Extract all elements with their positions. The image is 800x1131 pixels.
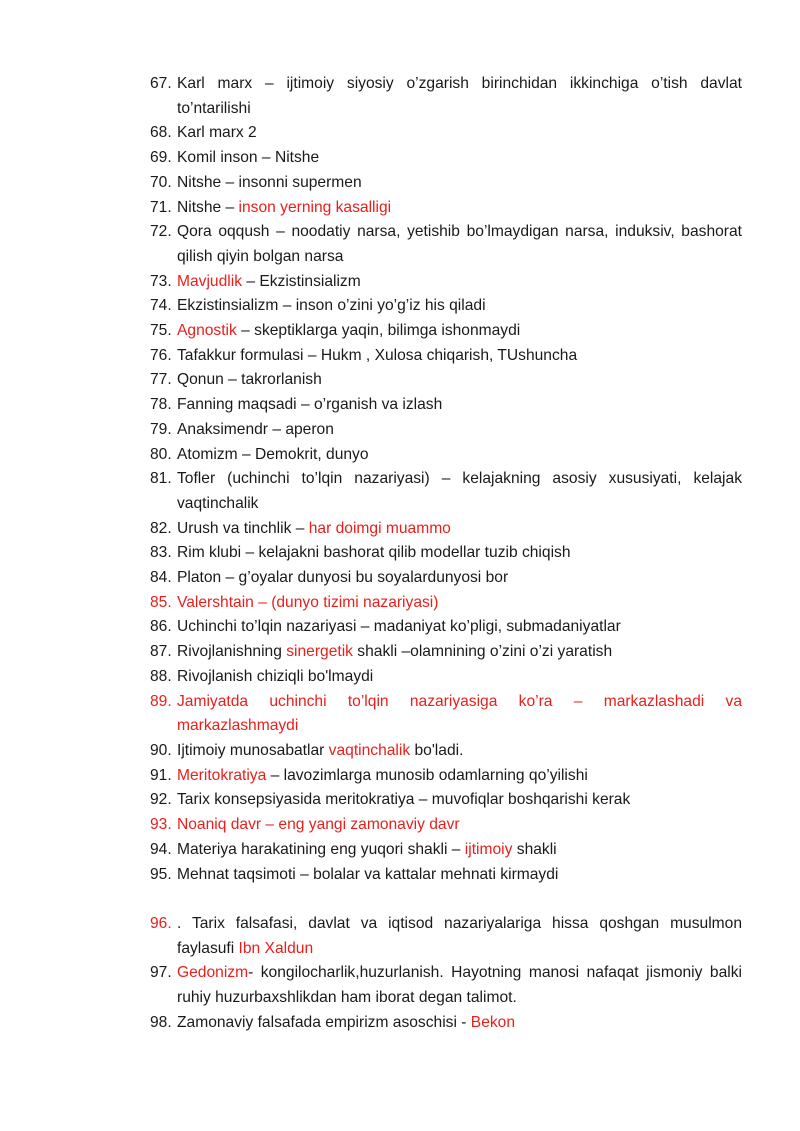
highlighted-text: sinergetik bbox=[286, 643, 353, 661]
item-text: Anaksimendr – aperon bbox=[177, 420, 334, 438]
item-text: Ekzistinsializm – inson o’zini yo’g’iz his qiladi bbox=[177, 297, 486, 315]
item-text: - kongilocharlik,huzurlanish. Hayotning manosi nafaqat jismoniy balki ruhiy huzurbaxshlikdan ham iborat degan talimot. bbox=[177, 964, 742, 1006]
list-item bbox=[150, 566, 742, 591]
item-text: Fanning maqsadi – o’rganish va izlash bbox=[177, 396, 443, 414]
item-text: – skeptiklarga yaqin, bilimga ishonmaydi bbox=[236, 322, 521, 340]
blank-line bbox=[150, 887, 742, 912]
list-item bbox=[150, 220, 742, 269]
list-item bbox=[150, 863, 742, 888]
item-number: 95. bbox=[150, 865, 172, 883]
item-text: Rivojlanishning bbox=[177, 643, 287, 661]
item-number: 90. bbox=[150, 741, 172, 759]
list-item bbox=[150, 270, 742, 295]
item-number: 84. bbox=[150, 569, 172, 587]
item-text: shakli –olamnining o’zini o’zi yaratish bbox=[352, 643, 613, 661]
item-text: Rivojlanish chiziqli bo'lmaydi bbox=[177, 667, 374, 685]
list-item bbox=[150, 319, 742, 344]
list-item bbox=[150, 467, 742, 516]
item-number: 71. bbox=[150, 198, 172, 216]
item-number: 86. bbox=[150, 618, 172, 636]
item-text: shakli bbox=[512, 840, 557, 858]
highlighted-text: Meritokratiya bbox=[177, 766, 267, 784]
item-text: Uchinchi to’lqin nazariyasi – madaniyat ko’pligi, submadaniyatlar bbox=[177, 618, 621, 636]
item-number: 79. bbox=[150, 420, 172, 438]
list-item bbox=[150, 1011, 742, 1036]
list-item bbox=[150, 72, 742, 121]
highlighted-text: inson yerning kasalligi bbox=[238, 198, 392, 216]
item-text: Karl marx – ijtimoiy siyosiy o’zgarish birinchidan ikkinchiga o’tish davlat to’ntarilishi bbox=[177, 75, 742, 117]
item-text: Mehnat taqsimoti – bolalar va kattalar mehnati kirmaydi bbox=[177, 865, 559, 883]
highlighted-text: Ibn Xaldun bbox=[238, 939, 314, 957]
item-number: 98. bbox=[150, 1013, 172, 1031]
highlighted-text: har doimgi muammo bbox=[308, 519, 451, 537]
item-text: Rim klubi – kelajakni bashorat qilib modellar tuzib chiqish bbox=[177, 544, 571, 562]
item-number: 91. bbox=[150, 766, 172, 784]
item-number: 82. bbox=[150, 519, 172, 537]
list-item bbox=[150, 739, 742, 764]
item-number: 75. bbox=[150, 322, 172, 340]
item-number: 67. bbox=[150, 75, 172, 92]
list-item bbox=[150, 665, 742, 690]
item-text: Platon – g’oyalar dunyosi bu soyalardunyosi bor bbox=[177, 569, 509, 587]
highlighted-text: Mavjudlik bbox=[177, 272, 242, 290]
item-number: 73. bbox=[150, 272, 172, 290]
item-number: 83. bbox=[150, 544, 172, 562]
item-text: Atomizm – Demokrit, dunyo bbox=[177, 445, 369, 463]
item-number: 78. bbox=[150, 396, 172, 414]
list-item bbox=[150, 368, 742, 393]
highlighted-text: Agnostik bbox=[177, 322, 237, 340]
list-item bbox=[150, 640, 742, 665]
highlighted-text: ijtimoiy bbox=[464, 840, 513, 858]
item-text: Karl marx 2 bbox=[177, 124, 257, 142]
highlighted-text: vaqtinchalik bbox=[328, 741, 411, 759]
list-item bbox=[150, 393, 742, 418]
item-text: Materiya harakatining eng yuqori shakli – bbox=[177, 840, 465, 858]
list-item bbox=[150, 121, 742, 146]
item-number: 70. bbox=[150, 173, 172, 191]
item-number: 81. bbox=[150, 470, 172, 488]
numbered-list bbox=[150, 72, 742, 1035]
list-item bbox=[150, 443, 742, 468]
item-number: 89. bbox=[150, 692, 172, 710]
item-number: 93. bbox=[150, 816, 172, 834]
item-number: 69. bbox=[150, 149, 172, 167]
highlighted-text: Jamiyatda uchinchi to’lqin nazariyasiga ko’ra – markazlashadi va markazlashmaydi bbox=[177, 692, 742, 735]
item-text: bo'ladi. bbox=[410, 741, 464, 759]
item-number: 80. bbox=[150, 445, 172, 463]
list-item bbox=[150, 764, 742, 789]
list-item bbox=[150, 690, 742, 739]
item-text: Qonun – takrorlanish bbox=[177, 371, 322, 389]
item-number: 88. bbox=[150, 667, 172, 685]
item-text: Nitshe – insonni supermen bbox=[177, 173, 362, 191]
list-item bbox=[150, 146, 742, 171]
list-item bbox=[150, 788, 742, 813]
item-number: 92. bbox=[150, 791, 172, 809]
item-number: 96. bbox=[150, 914, 172, 932]
item-number: 74. bbox=[150, 297, 172, 315]
item-text: Nitshe – bbox=[177, 198, 239, 216]
item-text: Komil inson – Nitshe bbox=[177, 149, 320, 167]
item-number: 77. bbox=[150, 371, 172, 389]
list-item bbox=[150, 418, 742, 443]
item-text: . Tarix falsafasi, davlat va iqtisod nazariyalariga hissa qoshgan musulmon faylasufi bbox=[177, 914, 742, 957]
list-item bbox=[150, 912, 742, 961]
list-item bbox=[150, 294, 742, 319]
list-item bbox=[150, 838, 742, 863]
list-item bbox=[150, 813, 742, 838]
item-text: Urush va tinchlik – bbox=[177, 519, 309, 537]
item-text: Qora oqqush – noodatiy narsa, yetishib bo’lmaydigan narsa, induksiv, bashorat qilish qiyin bolgan narsa bbox=[177, 223, 742, 265]
item-number: 97. bbox=[150, 964, 172, 982]
item-text: Tarix konsepsiyasida meritokratiya – muvofiqlar boshqarishi kerak bbox=[177, 791, 631, 809]
highlighted-text: Gedonizm bbox=[177, 964, 249, 982]
item-number: 68. bbox=[150, 124, 172, 142]
item-number: 94. bbox=[150, 840, 172, 858]
item-number: 76. bbox=[150, 346, 172, 364]
highlighted-text: Noaniq davr – eng yangi zamonaviy davr bbox=[177, 816, 460, 834]
item-text: Tofler (uchinchi to’lqin nazariyasi) – kelajakning asosiy xususiyati, kelajak vaqtinchalik bbox=[177, 470, 742, 512]
item-text: – lavozimlarga munosib odamlarning qo’yilishi bbox=[266, 766, 588, 784]
item-number: 72. bbox=[150, 223, 172, 241]
highlighted-text: Valershtain – (dunyo tizimi nazariyasi) bbox=[177, 593, 439, 611]
list-item bbox=[150, 344, 742, 369]
highlighted-text: Bekon bbox=[470, 1013, 516, 1031]
list-item bbox=[150, 517, 742, 542]
list-item bbox=[150, 591, 742, 616]
list-item bbox=[150, 961, 742, 1010]
item-number: 87. bbox=[150, 643, 172, 661]
item-number: 85. bbox=[150, 593, 172, 611]
list-item bbox=[150, 171, 742, 196]
list-item bbox=[150, 615, 742, 640]
item-text: Zamonaviy falsafada empirizm asoschisi - bbox=[177, 1013, 471, 1031]
item-text: – Ekzistinsializm bbox=[242, 272, 361, 290]
item-text: Ijtimoiy munosabatlar bbox=[177, 741, 329, 759]
item-text: Tafakkur formulasi – Hukm , Xulosa chiqarish, TUshuncha bbox=[177, 346, 578, 364]
list-item bbox=[150, 196, 742, 221]
list-item bbox=[150, 541, 742, 566]
